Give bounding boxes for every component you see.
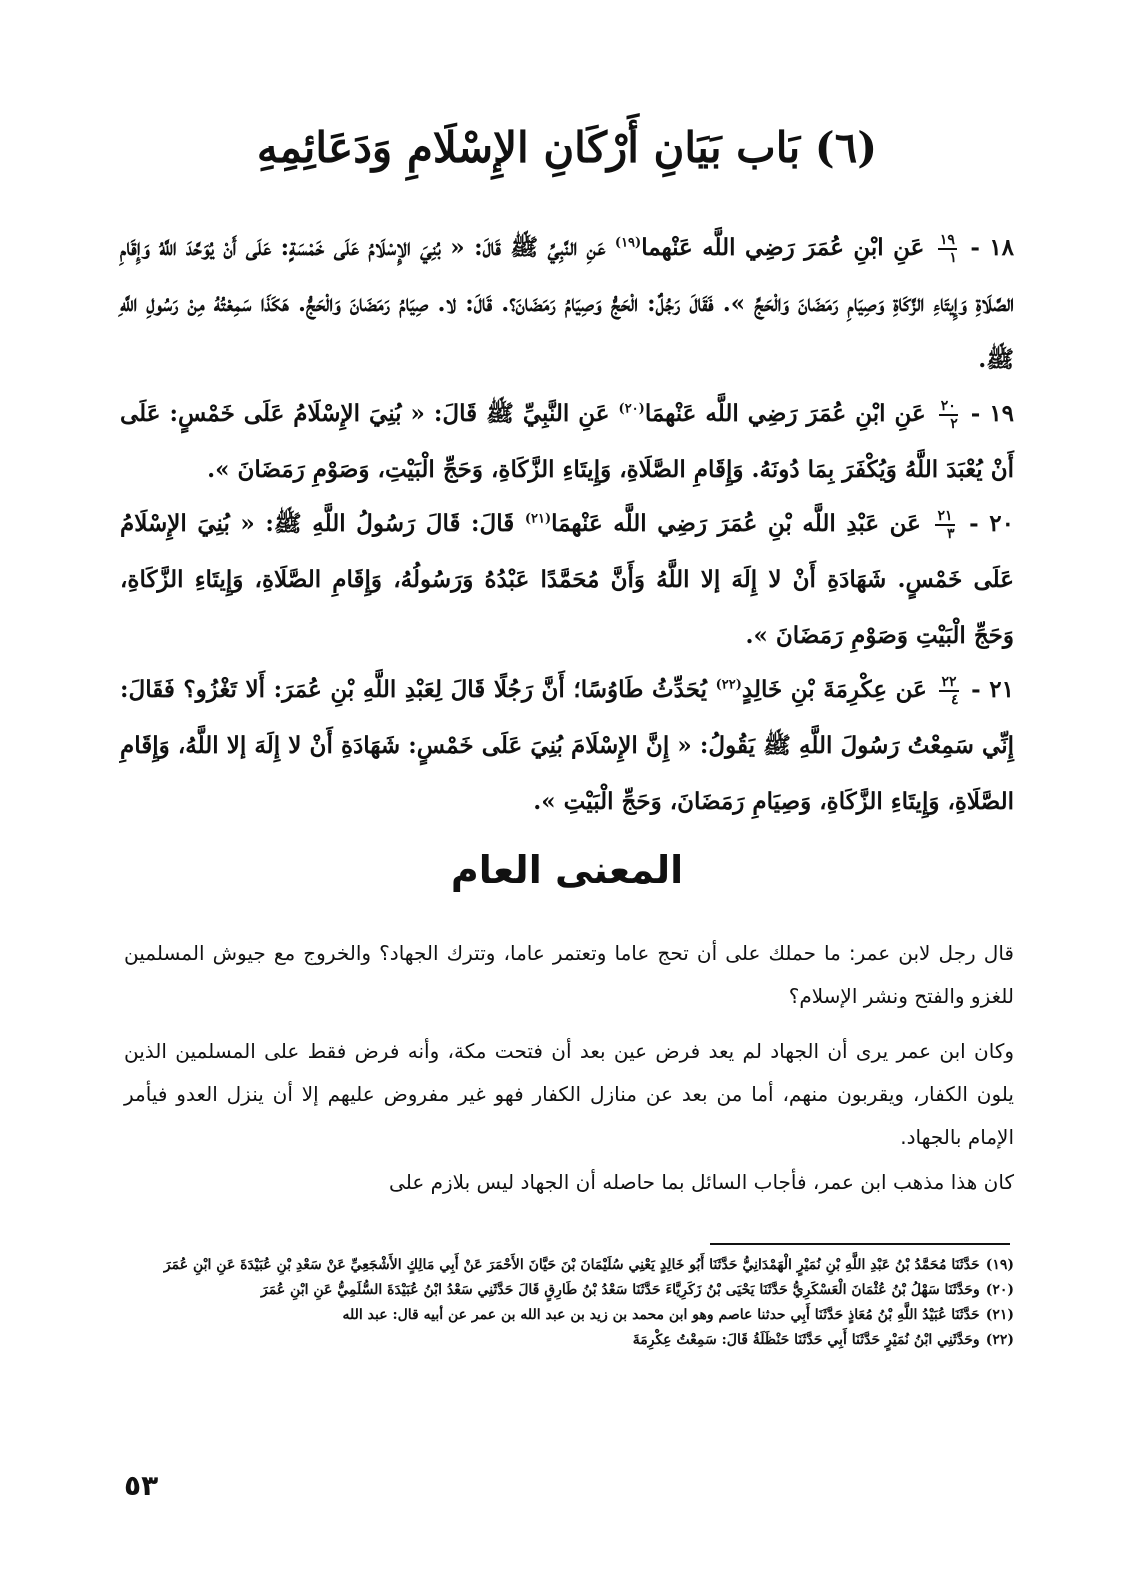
hadith-18: [120, 220, 1014, 388]
footnote-ref[interactable]: (٢١): [524, 511, 552, 527]
footnote-number: (٢٠): [985, 1282, 1014, 1298]
commentary-paragraph: كان هذا مذهب ابن عمر، فأجاب السائل بما حاصله أن الجهاد ليس بلازم على: [389, 1170, 1014, 1194]
fraction-bottom: ١: [949, 250, 957, 266]
fraction-bottom: ٤: [951, 692, 959, 708]
footnote-divider: [710, 1243, 1010, 1245]
hadith-lead: عَنِ ابْنِ عُمَرَ رَضِي اللَّه عَنْهما: [641, 234, 925, 261]
fraction-top: ٢٠: [940, 398, 956, 414]
hadith-19: [120, 386, 1014, 498]
footnote-ref[interactable]: (٢٢): [715, 677, 742, 693]
fraction-top: ٢٢: [941, 674, 957, 690]
hadith-text: عَنِ النَّبِيِّ ﷺ قَالَ: « بُنِيَ الإِسْلَامُ عَلَى خَمْسٍ: عَلَى أَنْ يُعْبَدَ اللَّهُ وَيُكْفَرَ بِمَا دُونَهُ. وَإِقَامِ الصَّلَاةِ، وَإِيتَاءِ الزَّكَاةِ، وَحَجِّ الْبَيْتِ، وَصَوْمِ رَمَضَانَ ».: [120, 400, 1014, 483]
footnote-number: (١٩): [985, 1257, 1014, 1273]
section-title: المعنى العام: [450, 848, 684, 892]
footnote-ref[interactable]: (٢٠): [618, 401, 645, 417]
footnote-text: وحَدَّثَنِي ابْنُ نُمَيْرٍ حَدَّثَنَا أَبِي حَدَّثَنَا حَنْظَلَةُ قَالَ: سَمِعْتُ عِكْرِمَةَ: [632, 1332, 980, 1348]
hadith-fraction: [939, 399, 958, 431]
hadith-number: ١٩ -: [970, 400, 1015, 427]
footnote-text: حَدَّثَنَا مُحَمَّدُ بْنُ عَبْدِ اللَّهِ بْنِ نُمَيْرٍ الْهَمْدَانِيُّ حَدَّثَنَا أَبُو خَالِدٍ يَعْنِي سُلَيْمَانَ بْنَ حَيَّانَ الأَحْمَرَ عَنْ أَبِي مَالِكٍ الأَشْجَعِيِّ عَنْ سَعْدِ بْنِ عُبَيْدَةَ عَنِ ابْنِ عُمَرَ: [163, 1257, 980, 1273]
hadith-20: [120, 496, 1014, 664]
fraction-top: ١٩: [939, 232, 955, 248]
footnote-number: (٢١): [985, 1307, 1014, 1323]
page-number: ٥٣: [124, 1469, 159, 1502]
footnote-number: (٢٢): [985, 1332, 1014, 1348]
hadith-lead: عَن عِكْرِمَةَ بْنِ خَالِدٍ: [741, 676, 927, 703]
footnote-text: وحَدَّثَنَا سَهْلُ بْنُ عُثْمَانَ الْعَسْكَرِيُّ حَدَّثَنَا يَحْيَى بْنُ زَكَرِيَّاءَ حَدَّثَنَا سَعْدُ بْنُ طَارِقٍ قَالَ حَدَّثَنِي سَعْدُ ابْنُ عُبَيْدَةَ السُّلَمِيُّ عَنِ ابْنِ عُمَرَ: [261, 1282, 980, 1298]
hadith-number: ١٨ -: [970, 234, 1015, 261]
footnote-item: [124, 1329, 1014, 1351]
hadith-number: ٢١ -: [971, 676, 1014, 703]
hadith-text: قَالَ: قَالَ رَسُولُ اللَّهِ ﷺ: « بُنِيَ الإِسْلَامُ عَلَى خَمْسٍ. شَهَادَةِ أَنْ لا إِلَهَ إلا اللَّهُ وَأَنَّ مُحَمَّدًا عَبْدُهُ وَرَسُولُهُ، وَإِقَامِ الصَّلَاةِ، وَإِيتَاءِ الزَّكَاةِ، وَحَجِّ الْبَيْتِ وَصَوْمِ رَمَضَانَ ».: [120, 510, 1014, 649]
footnote-item: [124, 1304, 1014, 1326]
chapter-title: (٦) بَاب بَيَانِ أَرْكَانِ الإِسْلَامِ وَدَعَائِمِهِ: [256, 123, 878, 172]
footnotes-list: [124, 1254, 1014, 1354]
hadith-number: ٢٠ -: [969, 510, 1014, 537]
fraction-bottom: ٣: [947, 526, 955, 542]
footnote-item: [124, 1279, 1014, 1301]
hadith-text: عَنِ النَّبِيِّ ﷺ قَالَ: « بُنِيَ الإِسْلَامُ عَلَى خَمْسَةٍ: عَلَى أَنْ يُوَحَّدَ اللَّهُ وَإِقَامِ الصَّلَاةِ وَإِيتَاءِ الزَّكَاةِ وَصِيَامِ رَمَضَانَ وَالْحَجِّ ». فَقَالَ رَجُلٌ: الْحَجُّ وَصِيَامُ رَمَضَانَ؟. قَالَ: لا. صِيَامُ رَمَضَانَ وَالْحَجُّ. هَكَذَا سَمِعْتُهُ مِنْ رَسُولِ اللَّهِ ﷺ.: [120, 234, 1014, 373]
hadith-fraction: [935, 509, 954, 541]
hadith-fraction: [938, 233, 957, 265]
footnote-item: [124, 1254, 1014, 1276]
fraction-bottom: ٢: [950, 416, 958, 432]
footnote-text: حَدَّثَنَا عُبَيْدُ اللَّهِ بْنُ مُعَاذٍ حَدَّثَنَا أَبِي حدثنا عاصم وهو ابن محمد بن زيد بن عبد الله بن عمر عن أبيه قال: عبد الله: [342, 1307, 980, 1323]
hadith-fraction: [939, 675, 958, 707]
footnote-ref[interactable]: (١٩): [614, 235, 642, 251]
commentary-paragraph: وكان ابن عمر يرى أن الجهاد لم يعد فرض عين بعد أن فتحت مكة، وأنه فرض فقط على المسلمين الذين يلون الكفار، ويقربون منهم، أما من بعد عن منازل الكفار فهو غير مفروض عليهم إلا أن ينزل العدو فيأمر الإمام بالجهاد.: [124, 1039, 1014, 1149]
hadith-lead: عَن عَبْدِ اللَّه بْنِ عُمَرَ رَضِي اللَّه عَنْهمَا: [551, 510, 921, 537]
hadith-lead: عَنِ ابْنِ عُمَرَ رَضِي اللَّه عَنْهمَا: [644, 400, 926, 427]
fraction-top: ٢١: [937, 508, 953, 524]
hadith-text: يُحَدِّثُ طَاوُسًا؛ أَنَّ رَجُلًا قَالَ لِعَبْدِ اللَّهِ بْنِ عُمَرَ: أَلا تَغْزُو؟ فَقَالَ: إِنِّي سَمِعْتُ رَسُولَ اللَّهِ ﷺ يَقُولُ: « إِنَّ الإِسْلَامَ بُنِيَ عَلَى خَمْسٍ: شَهَادَةِ أَنْ لا إِلَهَ إلا اللَّهُ، وَإِقَامِ الصَّلَاةِ، وَإِيتَاءِ الزَّكَاةِ، وَصِيَامِ رَمَضَانَ، وَحَجِّ الْبَيْتِ ».: [120, 676, 1014, 815]
commentary-paragraph: قال رجل لابن عمر: ما حملك على أن تحج عاما وتعتمر عاما، وتترك الجهاد؟ والخروج مع جيوش المسلمين للغزو والفتح ونشر الإسلام؟: [124, 941, 1014, 1008]
hadith-21: [120, 662, 1014, 830]
